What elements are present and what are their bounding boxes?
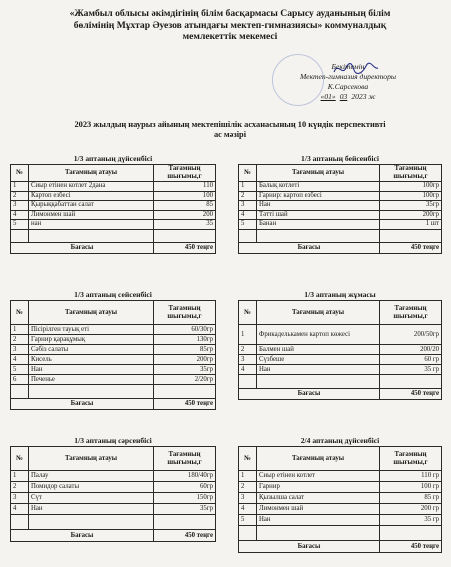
item-yield: 1 шт <box>380 220 442 230</box>
day-menu-block <box>10 436 216 542</box>
org-line-2: бөлімінің Мұхтар Әуезов атындағы мектеп-гимназиясы» коммуналдық <box>73 19 387 31</box>
item-name: Пісірілген тауық еті <box>29 325 154 335</box>
item-number: 4 <box>239 365 257 375</box>
item-number: 3 <box>11 493 29 504</box>
item-yield: 85 <box>154 201 216 211</box>
table-row <box>239 493 442 504</box>
item-name: нан <box>29 220 154 230</box>
table-row <box>239 355 442 365</box>
column-header-number: № <box>11 165 29 182</box>
item-yield: 35 гр <box>380 365 442 375</box>
item-name: Сүт <box>29 493 154 504</box>
table-row <box>239 365 442 375</box>
table-row <box>11 325 216 335</box>
menu-title-line-2: ас мәзірі <box>213 130 247 139</box>
empty-cell <box>380 526 442 541</box>
price-value: 450 теңге <box>154 530 216 542</box>
column-header-yield: Тағамның шығымы,г <box>380 301 442 325</box>
item-number: 2 <box>11 191 29 201</box>
item-name: Қырыққабаттан салат <box>29 201 154 211</box>
item-name: Гарнир қарақұмық <box>29 335 154 345</box>
total-row <box>239 541 442 553</box>
column-header-name: Тағамның атауы <box>257 447 380 471</box>
item-number: 2 <box>11 482 29 493</box>
item-number: 6 <box>11 375 29 385</box>
day-menu-block <box>238 154 442 254</box>
item-number: 1 <box>239 325 257 345</box>
approval-person: К.Сарсекова <box>327 82 369 91</box>
table-row <box>11 482 216 493</box>
item-name: Гарнир <box>257 482 380 493</box>
item-yield: 200гр <box>380 210 442 220</box>
price-label: Бағасы <box>239 389 380 400</box>
item-name: Сиыр етінен котлет 2дана <box>29 182 154 192</box>
item-name: Қызылша салат <box>257 493 380 504</box>
day-menu-block <box>10 290 216 410</box>
item-number: 2 <box>239 345 257 355</box>
item-yield: 85гр <box>154 345 216 355</box>
item-yield: 60 гр <box>380 355 442 365</box>
column-header-yield: Тағамның шығымы,г <box>154 165 216 182</box>
item-name: Тәтті шай <box>257 210 380 220</box>
item-name: Картоп езбесі <box>29 191 154 201</box>
item-name: Нан <box>29 365 154 375</box>
column-header-number: № <box>11 301 29 325</box>
approval-date <box>278 92 418 102</box>
item-name: Балмен шай <box>257 345 380 355</box>
empty-cell <box>257 229 380 243</box>
item-number: 4 <box>239 504 257 515</box>
item-number: 1 <box>11 182 29 192</box>
column-header-yield: Тағамның шығымы,г <box>380 165 442 182</box>
item-yield: 35гр <box>154 504 216 515</box>
price-value: 450 теңге <box>380 389 442 400</box>
price-label: Бағасы <box>11 243 154 254</box>
table-row <box>11 355 216 365</box>
total-row <box>11 243 216 254</box>
empty-cell <box>29 229 154 243</box>
day-caption: 2/4 аптаның дүйсенбісі <box>300 436 380 445</box>
item-number: 1 <box>11 471 29 482</box>
column-header-name: Тағамның атауы <box>257 165 380 182</box>
approval-block <box>278 62 418 102</box>
item-name: Сүзбеше <box>257 355 380 365</box>
table-row <box>11 191 216 201</box>
item-name: Нан <box>29 504 154 515</box>
item-yield: 60/30гр <box>154 325 216 335</box>
empty-cell <box>11 515 29 530</box>
item-name: Лимонмен шай <box>257 504 380 515</box>
empty-cell <box>239 229 257 243</box>
table-row <box>11 375 216 385</box>
item-yield: 35 гр <box>380 515 442 526</box>
price-label: Бағасы <box>11 530 154 542</box>
table-row <box>239 182 442 192</box>
approval-position: Мектеп-гимназия директоры <box>299 72 397 81</box>
org-line-3: мемлекеттік мекемесі <box>182 31 278 42</box>
approval-day: «01» <box>320 92 336 101</box>
item-number: 1 <box>239 182 257 192</box>
column-header-number: № <box>239 165 257 182</box>
table-row <box>239 201 442 211</box>
item-yield: 35 <box>154 220 216 230</box>
table-row <box>239 191 442 201</box>
item-yield: 100гр <box>380 182 442 192</box>
menu-table <box>10 164 216 254</box>
empty-cell <box>380 375 442 389</box>
table-row <box>11 182 216 192</box>
day-caption: 1/3 аптаның сейсенбісі <box>74 290 152 299</box>
item-number: 4 <box>11 210 29 220</box>
item-yield: 2/20гр <box>154 375 216 385</box>
item-number: 3 <box>11 201 29 211</box>
table-row <box>239 504 442 515</box>
table-row <box>11 201 216 211</box>
item-yield: 85 гр <box>380 493 442 504</box>
price-value: 450 теңге <box>154 243 216 254</box>
approval-year: 2023 ж <box>351 92 376 101</box>
organization-header <box>40 8 420 43</box>
empty-cell <box>29 385 154 399</box>
column-header-name: Тағамның атауы <box>29 301 154 325</box>
day-menu-block <box>238 436 442 553</box>
item-yield: 100 <box>154 191 216 201</box>
approval-title: Бекітемін <box>331 62 365 71</box>
item-yield: 35гр <box>380 201 442 211</box>
column-header-number: № <box>11 447 29 471</box>
item-yield: 35гр <box>154 365 216 375</box>
item-yield: 200/50гр <box>380 325 442 345</box>
menu-table <box>238 300 442 400</box>
menu-table <box>238 164 442 254</box>
item-name: Печенье <box>29 375 154 385</box>
item-name: Нан <box>257 365 380 375</box>
table-row <box>239 471 442 482</box>
item-name: Помидор салаты <box>29 482 154 493</box>
item-yield: 60гр <box>154 482 216 493</box>
column-header-name: Тағамның атауы <box>257 301 380 325</box>
empty-cell <box>239 526 257 541</box>
item-number: 1 <box>239 471 257 482</box>
item-name: Сиыр етінен котлет <box>257 471 380 482</box>
item-yield: 200гр <box>154 355 216 365</box>
item-number: 3 <box>11 345 29 355</box>
menu-table <box>10 300 216 410</box>
menu-title-line-1: 2023 жылдың наурыз айының мектепішілік асханасының 10 күндік перспективті <box>74 120 386 129</box>
item-yield: 200/20 <box>380 345 442 355</box>
item-name: Кисель <box>29 355 154 365</box>
item-yield: 100 гр <box>380 482 442 493</box>
item-number: 4 <box>11 504 29 515</box>
item-number: 5 <box>239 515 257 526</box>
item-yield: 180/40гр <box>154 471 216 482</box>
empty-cell <box>380 229 442 243</box>
empty-cell <box>154 385 216 399</box>
table-row <box>11 335 216 345</box>
price-value: 450 теңге <box>380 541 442 553</box>
table-row <box>239 482 442 493</box>
item-number: 5 <box>11 220 29 230</box>
item-name: Балық котлеті <box>257 182 380 192</box>
total-row <box>11 530 216 542</box>
item-number: 3 <box>239 493 257 504</box>
day-menu-block <box>10 154 216 254</box>
price-value: 450 теңге <box>154 399 216 410</box>
price-label: Бағасы <box>239 541 380 553</box>
item-number: 5 <box>11 365 29 375</box>
item-yield: 200 гр <box>380 504 442 515</box>
item-number: 1 <box>11 325 29 335</box>
total-row <box>11 399 216 410</box>
item-name: Палау <box>29 471 154 482</box>
table-row <box>11 210 216 220</box>
empty-cell <box>239 375 257 389</box>
column-header-number: № <box>239 301 257 325</box>
table-row <box>239 515 442 526</box>
empty-cell <box>257 375 380 389</box>
table-row <box>11 365 216 375</box>
item-number: 3 <box>239 201 257 211</box>
column-header-yield: Тағамның шығымы,г <box>380 447 442 471</box>
approval-month: 03 <box>339 92 348 101</box>
item-yield: 200 <box>154 210 216 220</box>
price-label: Бағасы <box>11 399 154 410</box>
day-caption: 1/3 аптаның бейсенбісі <box>301 154 379 163</box>
table-row <box>11 493 216 504</box>
item-yield: 100гр <box>380 191 442 201</box>
menu-table <box>10 446 216 542</box>
column-header-name: Тағамның атауы <box>29 165 154 182</box>
item-number: 2 <box>239 191 257 201</box>
org-line-1: «Жамбыл облысы әкімдігінің білім басқармасы Сарысу ауданының білім <box>69 8 391 19</box>
empty-cell <box>154 229 216 243</box>
item-yield: 110 гр <box>380 471 442 482</box>
total-row <box>239 389 442 400</box>
column-header-yield: Тағамның шығымы,г <box>154 301 216 325</box>
price-value: 450 теңге <box>380 243 442 254</box>
table-row <box>11 504 216 515</box>
item-number: 4 <box>11 355 29 365</box>
item-name: Сәбіз салаты <box>29 345 154 355</box>
item-name: Нан <box>257 515 380 526</box>
item-yield: 150гр <box>154 493 216 504</box>
table-row <box>11 345 216 355</box>
table-row <box>11 220 216 230</box>
item-number: 5 <box>239 220 257 230</box>
menu-title <box>60 120 400 140</box>
empty-cell <box>11 229 29 243</box>
item-name: Банан <box>257 220 380 230</box>
total-row <box>239 243 442 254</box>
item-yield: 130гр <box>154 335 216 345</box>
menu-table <box>238 446 442 553</box>
empty-cell <box>11 385 29 399</box>
column-header-name: Тағамның атауы <box>29 447 154 471</box>
price-label: Бағасы <box>239 243 380 254</box>
empty-cell <box>154 515 216 530</box>
table-row <box>239 210 442 220</box>
item-name: Гарнир: картоп езбесі <box>257 191 380 201</box>
table-row <box>239 220 442 230</box>
item-number: 2 <box>239 482 257 493</box>
item-yield: 110 <box>154 182 216 192</box>
day-caption: 1/3 аптаның жұмасы <box>304 290 376 299</box>
day-caption: 1/3 аптаның сәрсенбісі <box>74 436 152 445</box>
table-row <box>239 325 442 345</box>
empty-cell <box>29 515 154 530</box>
table-row <box>239 345 442 355</box>
item-number: 2 <box>11 335 29 345</box>
day-menu-block <box>238 290 442 400</box>
empty-cell <box>257 526 380 541</box>
column-header-yield: Тағамның шығымы,г <box>154 447 216 471</box>
column-header-number: № <box>239 447 257 471</box>
item-name: Лимонмен шай <box>29 210 154 220</box>
item-number: 3 <box>239 355 257 365</box>
table-row <box>11 471 216 482</box>
day-caption: 1/3 аптаның дүйсенбісі <box>73 154 153 163</box>
item-name: Фрикаделькамен картоп көжесі <box>257 325 380 345</box>
item-name: Нан <box>257 201 380 211</box>
item-number: 4 <box>239 210 257 220</box>
